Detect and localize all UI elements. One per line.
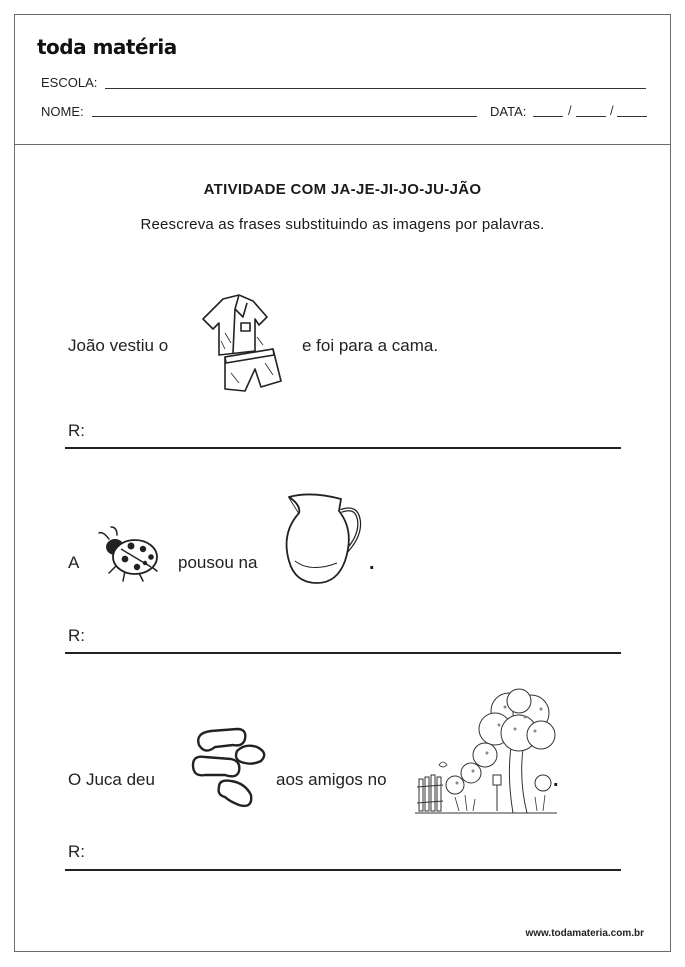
exercise-1-text-start: João vestiu o (68, 336, 169, 355)
exercise-2-answer-label: R: (68, 626, 85, 645)
ladybug-icon (95, 525, 163, 585)
exercise-2-text-start: A (68, 553, 80, 572)
pajama-icon (195, 293, 285, 393)
date-label: DATA: (490, 104, 527, 119)
exercise-3-period: . (553, 769, 559, 791)
date-separator: / (568, 103, 572, 118)
exercise-3-answer-line[interactable] (65, 869, 621, 871)
school-label: ESCOLA: (41, 75, 98, 90)
footer-url[interactable]: www.todamateria.com.br (525, 928, 644, 939)
exercise-2-period: . (369, 552, 375, 574)
exercise-1-answer-label: R: (68, 421, 85, 440)
jug-icon (281, 491, 365, 587)
exercise-2-answer-line[interactable] (65, 652, 621, 654)
name-field[interactable] (92, 116, 477, 117)
worksheet-header (15, 15, 670, 145)
date-year-field[interactable] (617, 116, 647, 117)
exercise-2-text-middle: pousou na (178, 553, 258, 572)
date-month-field[interactable] (576, 116, 606, 117)
exercise-3-answer-label: R: (68, 842, 85, 861)
date-separator: / (610, 103, 614, 118)
exercise-3-text-middle: aos amigos no (276, 770, 387, 789)
brand-logo: toda matéria (37, 35, 177, 59)
worksheet (14, 14, 671, 952)
beans-icon (185, 725, 271, 813)
exercise-3-text-start: O Juca deu (68, 770, 155, 789)
name-label: NOME: (41, 104, 84, 119)
school-field[interactable] (105, 88, 646, 89)
activity-instruction: Reescreva as frases substituindo as imagens por palavras. (140, 216, 545, 233)
exercise-1-answer-line[interactable] (65, 447, 621, 449)
garden-icon (415, 687, 557, 819)
date-day-field[interactable] (533, 116, 563, 117)
exercise-1-text-end: e foi para a cama. (302, 336, 439, 355)
activity-title: ATIVIDADE COM JA-JE-JI-JO-JU-JÃO (203, 181, 482, 198)
